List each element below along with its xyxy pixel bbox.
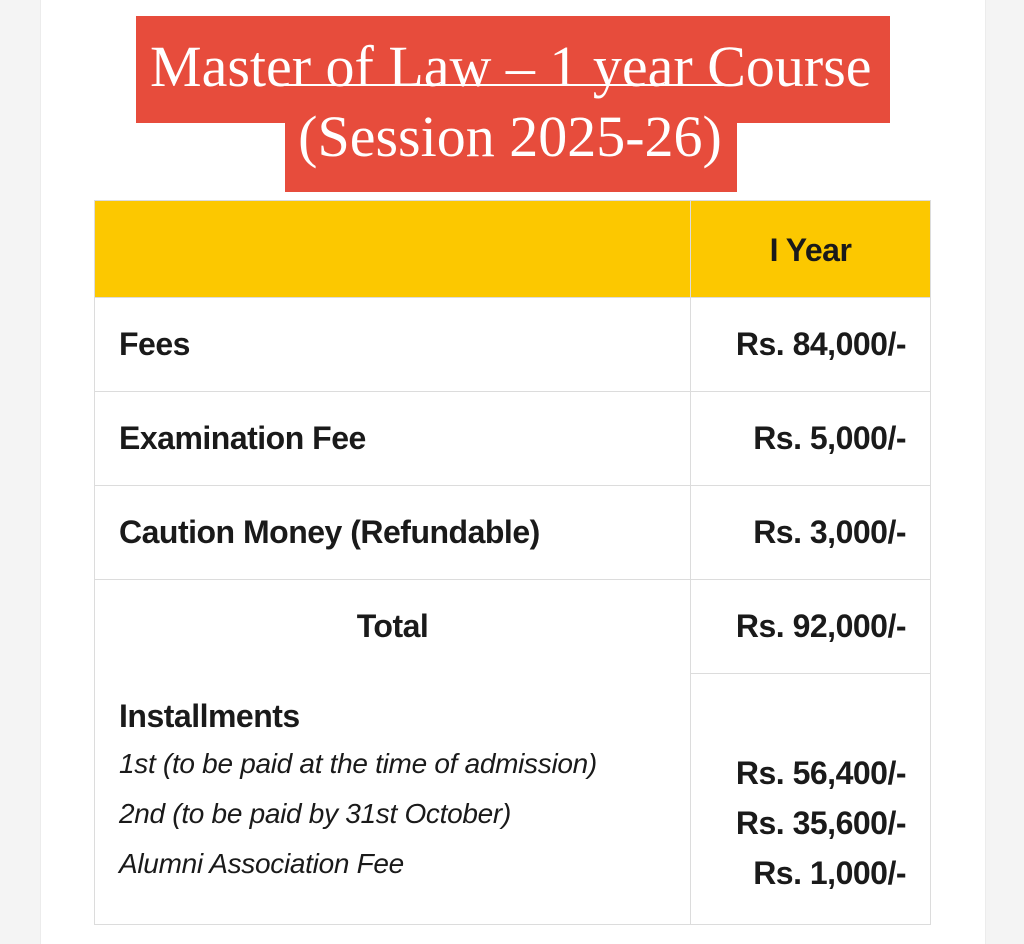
installment-amount-1st: Rs. 56,400/- <box>735 755 906 791</box>
installments-amount-cell <box>691 674 931 925</box>
fee-table <box>94 200 931 925</box>
row-label-caution-money: Caution Money (Refundable) <box>95 486 691 580</box>
row-label-fees: Fees <box>95 298 691 392</box>
row-amount-caution-money: Rs. 3,000/- <box>691 486 931 580</box>
row-amount-total: Rs. 92,000/- <box>691 580 931 674</box>
page-subtitle: (Session 2025-26) <box>298 104 722 169</box>
table-row <box>95 486 931 580</box>
table-row-installments <box>95 674 931 925</box>
table-header-row <box>95 201 931 298</box>
installment-label-2nd: 2nd (to be paid by 31st October) <box>119 798 511 829</box>
row-label-total: Total <box>95 580 691 674</box>
installments-heading: Installments <box>119 698 300 734</box>
table-row <box>95 298 931 392</box>
installment-label-1st: 1st (to be paid at the time of admission) <box>119 748 597 779</box>
page-title: Master of Law – 1 year Course <box>150 34 872 99</box>
installment-amount-2nd: Rs. 35,600/- <box>735 805 906 841</box>
installment-label-alumni: Alumni Association Fee <box>119 848 404 879</box>
installment-amount-alumni: Rs. 1,000/- <box>753 855 906 891</box>
header-cell-empty <box>95 201 691 298</box>
table-row-total <box>95 580 931 674</box>
header-cell-year: I Year <box>691 201 931 298</box>
table-row <box>95 392 931 486</box>
row-amount-examination-fee: Rs. 5,000/- <box>691 392 931 486</box>
row-label-examination-fee: Examination Fee <box>95 392 691 486</box>
row-amount-fees: Rs. 84,000/- <box>691 298 931 392</box>
installments-cell <box>95 674 691 925</box>
